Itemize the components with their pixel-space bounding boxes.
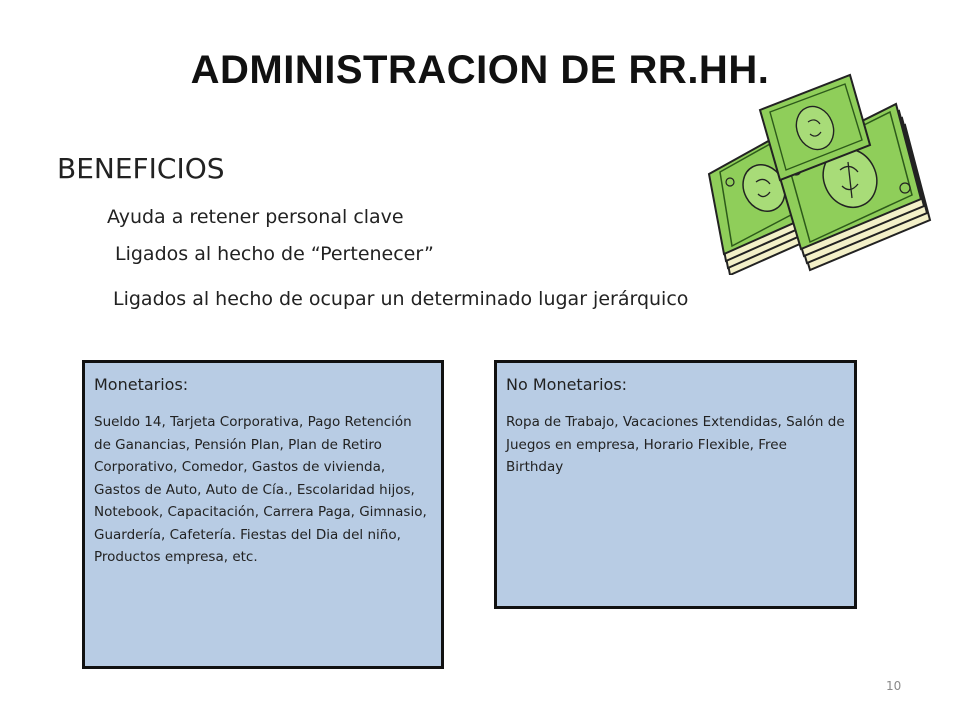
bullet-line-hierarchy: Ligados al hecho de ocupar un determinado lugar jerárquico [113,288,689,310]
slide-title: ADMINISTRACION DE RR.HH. [190,48,770,92]
monetarios-title: Monetarios: [94,375,189,394]
monetarios-box [82,360,444,669]
section-heading: BENEFICIOS [57,152,225,185]
bullet-line-belong: Ligados al hecho de “Pertenecer” [115,243,434,265]
no-monetarios-box [494,360,857,609]
bullet-line-retain: Ayuda a retener personal clave [107,206,404,228]
no-monetarios-text: Ropa de Trabajo, Vacaciones Extendidas, Salón de Juegos en empresa, Horario Flexible, Free Birthday [506,414,845,475]
page-number: 10 [886,679,902,693]
no-monetarios-title: No Monetarios: [506,375,628,394]
money-stack-icon [700,70,945,275]
monetarios-text: Sueldo 14, Tarjeta Corporativa, Pago Retención de Ganancias, Pensión Plan, Plan de Retiro Corporativo, Comedor, Gastos de vivienda, Gastos de Auto, Auto de Cía., Escolaridad hijos, Notebook, Capacitación, Carrera Paga, Gimnasio, Guardería, Cafetería. Fiestas del Dia del niño, Productos empresa, etc. [94,414,427,565]
